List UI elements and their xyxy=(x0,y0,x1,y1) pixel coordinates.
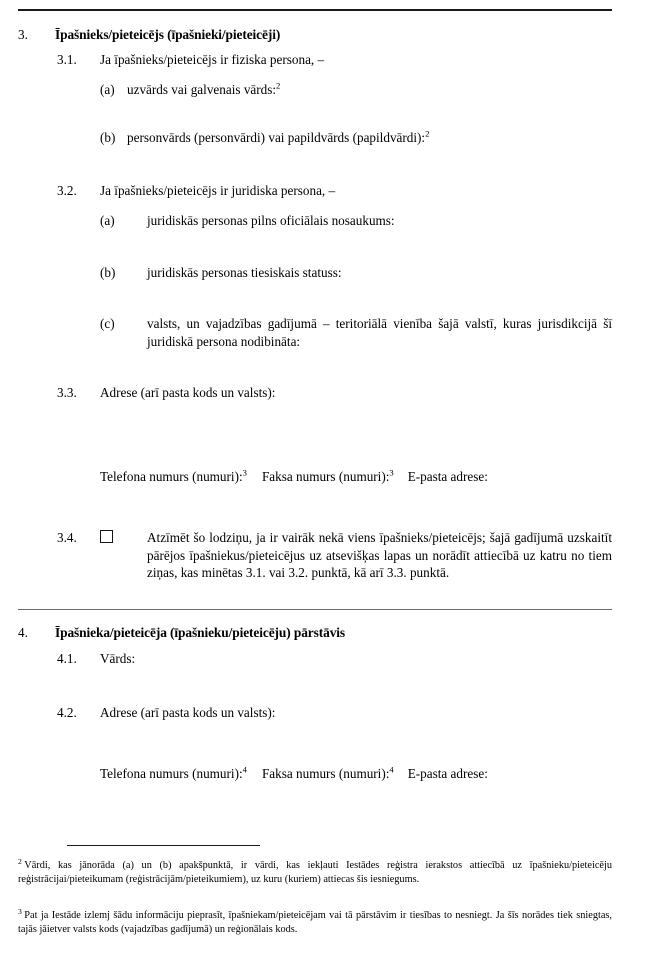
item-4-1-number: 4.1. xyxy=(57,651,77,666)
item-3-2-c-text: valsts, un vajadzības gadījumā – teritoriālā vienība šajā valstī, kuras jurisdikcijā šī juridiskā persona nodibināta: xyxy=(147,316,612,349)
phone-footnote-ref-representative: 4 xyxy=(242,764,247,775)
footnote-3-mark: 3 xyxy=(18,906,22,916)
footnote-separator-rule xyxy=(67,845,260,846)
item-3-1-b-text-wrap xyxy=(127,129,429,147)
item-3-1-a-footnote-ref: 2 xyxy=(276,80,281,91)
item-3-2-c-label: (c) xyxy=(100,316,115,331)
section-4-title: Īpašnieka/pieteicēja (īpašnieku/pieteicēju) pārstāvis xyxy=(55,625,346,640)
contact-row-representative xyxy=(100,765,488,783)
section-4-number: 4. xyxy=(18,625,28,640)
fax-footnote-ref-owner: 3 xyxy=(389,467,394,478)
item-3-1-b-text: personvārds (personvārdi) vai papildvārds (papildvārdi): xyxy=(127,130,426,145)
item-4-2-number: 4.2. xyxy=(57,705,77,720)
item-3-2-number: 3.2. xyxy=(57,183,77,198)
item-3-1-a-text: uzvārds vai galvenais vārds: xyxy=(127,82,277,97)
item-3-4-text: Atzīmēt šo lodziņu, ja ir vairāk nekā viens īpašnieks/pieteicējs; šajā gadījumā uzskaitīt pārējos īpašniekus/pieteicējus uz atsevišķas lapas un norādīt attiecībā uz katru no tiem ziņas, kas minētas 3.1. vai 3.2. punktā, kā arī 3.3. punktā. xyxy=(147,530,612,580)
fax-footnote-ref-representative: 4 xyxy=(389,764,394,775)
section-divider-rule xyxy=(18,609,612,610)
top-divider-rule xyxy=(18,9,612,11)
item-3-2-a-label: (a) xyxy=(100,213,115,228)
footnote-3-text: Pat ja Iestāde izlemj šādu informāciju pieprasīt, īpašniekam/pieteicējam vai tā pārstāvim ir tiesības to nesniegt. Ja šīs norādes tiek sniegtas, tajās jāietver valsts kods (vajadzības gadījumā) un reģionālais kods. xyxy=(18,910,612,936)
email-label-owner: E-pasta adrese: xyxy=(407,469,488,484)
item-3-3-text: Adrese (arī pasta kods un valsts): xyxy=(100,385,276,400)
footnote-2 xyxy=(18,856,612,887)
email-label-representative: E-pasta adrese: xyxy=(407,766,488,781)
item-3-1-b-label: (b) xyxy=(100,130,116,145)
item-3-2-a-text: juridiskās personas pilns oficiālais nosaukums: xyxy=(147,213,395,228)
item-3-1-number: 3.1. xyxy=(57,52,77,67)
section-3-title: Īpašnieks/pieteicējs (īpašnieki/pieteicēji) xyxy=(55,27,281,42)
phone-footnote-ref-owner: 3 xyxy=(242,467,247,478)
footnote-3 xyxy=(18,906,612,937)
fax-label-representative: Faksa numurs (numuri): xyxy=(261,766,390,781)
section-3-number: 3. xyxy=(18,27,28,42)
item-3-3-number: 3.3. xyxy=(57,385,77,400)
item-3-1-a-text-wrap xyxy=(127,81,280,99)
item-3-1-text: Ja īpašnieks/pieteicējs ir fiziska persona, – xyxy=(100,52,325,67)
footnote-2-text: Vārdi, kas jānorāda (a) un (b) apakšpunktā, ir vārdi, kas iekļauti Iestādes reģistra ierakstos attiecībā uz īpašnieku/pieteicēju reģistrācijai/pieteikumam (reģistrācijām/pieteikumiem), uz kuru (kuriem) attiecas šis iesniegums. xyxy=(18,860,612,886)
item-3-1-a-label: (a) xyxy=(100,82,115,97)
phone-label-representative: Telefona numurs (numuri): xyxy=(100,766,243,781)
multiple-owners-checkbox[interactable] xyxy=(100,530,113,543)
item-4-1-text: Vārds: xyxy=(100,651,136,666)
item-3-4-number: 3.4. xyxy=(57,530,77,545)
contact-row-owner xyxy=(100,468,488,486)
item-3-2-b-text: juridiskās personas tiesiskais statuss: xyxy=(147,265,342,280)
item-3-2-b-label: (b) xyxy=(100,265,116,280)
item-4-2-text: Adrese (arī pasta kods un valsts): xyxy=(100,705,276,720)
phone-label-owner: Telefona numurs (numuri): xyxy=(100,469,243,484)
fax-label-owner: Faksa numurs (numuri): xyxy=(261,469,390,484)
footnote-2-mark: 2 xyxy=(18,856,22,866)
item-3-2-text: Ja īpašnieks/pieteicējs ir juridiska persona, – xyxy=(100,183,336,198)
item-3-1-b-footnote-ref: 2 xyxy=(425,128,430,139)
